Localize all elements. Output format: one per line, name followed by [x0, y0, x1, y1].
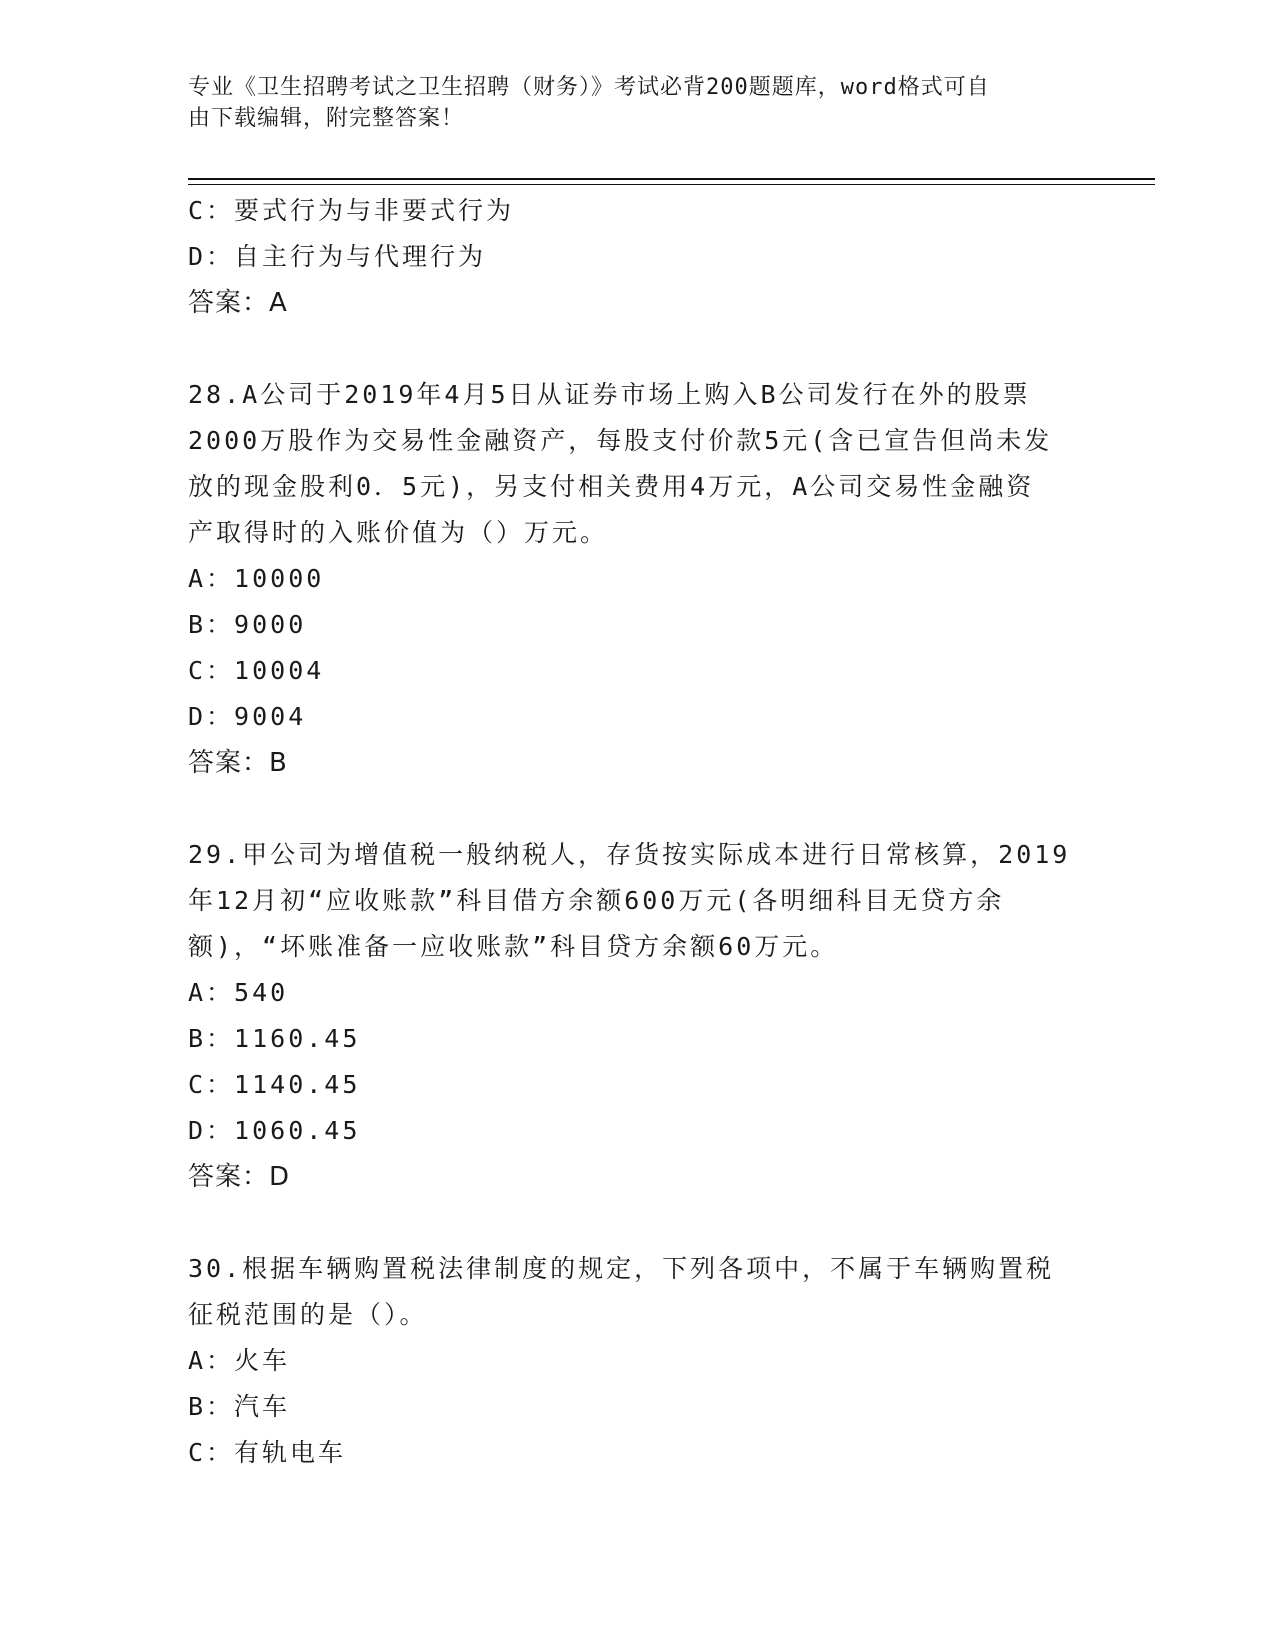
header-divider-thin — [188, 184, 1155, 185]
question-text-line: 29.甲公司为增值税一般纳税人，存货按实际成本进行日常核算，2019 — [188, 840, 1071, 869]
spacer — [188, 326, 1088, 372]
header-divider-thick — [188, 178, 1155, 180]
answer-line: 答案：A — [188, 288, 288, 318]
header-line-2: 由下载编辑，附完整答案！ — [188, 106, 465, 131]
question-28 — [188, 372, 1088, 786]
option-c: C：要式行为与非要式行为 — [188, 196, 515, 225]
option-b: B：9000 — [188, 610, 307, 639]
option-b: B：1160.45 — [188, 1024, 361, 1053]
spacer — [188, 786, 1088, 832]
document-body — [188, 188, 1088, 1476]
question-29 — [188, 832, 1088, 1200]
option-a: A：10000 — [188, 564, 325, 593]
prev-question-block — [188, 188, 1088, 326]
option-d: D：1060.45 — [188, 1116, 361, 1145]
question-text-line: 2000万股作为交易性金融资产，每股支付价款5元(含已宣告但尚未发 — [188, 426, 1053, 455]
question-text-line: 产取得时的入账价值为（）万元。 — [188, 518, 609, 547]
question-text-line: 额)，“坏账准备一应收账款”科目贷方余额60万元。 — [188, 932, 839, 961]
question-30 — [188, 1246, 1088, 1476]
option-d: D：自主行为与代理行为 — [188, 242, 487, 271]
spacer — [188, 1200, 1088, 1246]
question-text-line: 年12月初“应收账款”科目借方余额600万元(各明细科目无贷方余 — [188, 886, 1005, 915]
question-text-line: 放的现金股利0．5元)，另支付相关费用4万元，A公司交易性金融资 — [188, 472, 1035, 501]
document-header — [188, 72, 1088, 134]
option-d: D：9004 — [188, 702, 307, 731]
option-b: B：汽车 — [188, 1392, 291, 1421]
option-c: C：10004 — [188, 656, 325, 685]
question-text-line: 28.A公司于2019年4月5日从证券市场上购入B公司发行在外的股票 — [188, 380, 1031, 409]
answer-line: 答案：D — [188, 1162, 291, 1192]
option-c: C：有轨电车 — [188, 1438, 347, 1467]
answer-line: 答案：B — [188, 748, 288, 778]
option-c: C：1140.45 — [188, 1070, 361, 1099]
question-text-line: 30.根据车辆购置税法律制度的规定，下列各项中，不属于车辆购置税 — [188, 1254, 1055, 1283]
header-line-1: 专业《卫生招聘考试之卫生招聘（财务）》考试必背200题题库，word格式可自 — [188, 75, 990, 100]
question-text-line: 征税范围的是（）。 — [188, 1300, 428, 1329]
option-a: A：540 — [188, 978, 289, 1007]
option-a: A：火车 — [188, 1346, 291, 1375]
